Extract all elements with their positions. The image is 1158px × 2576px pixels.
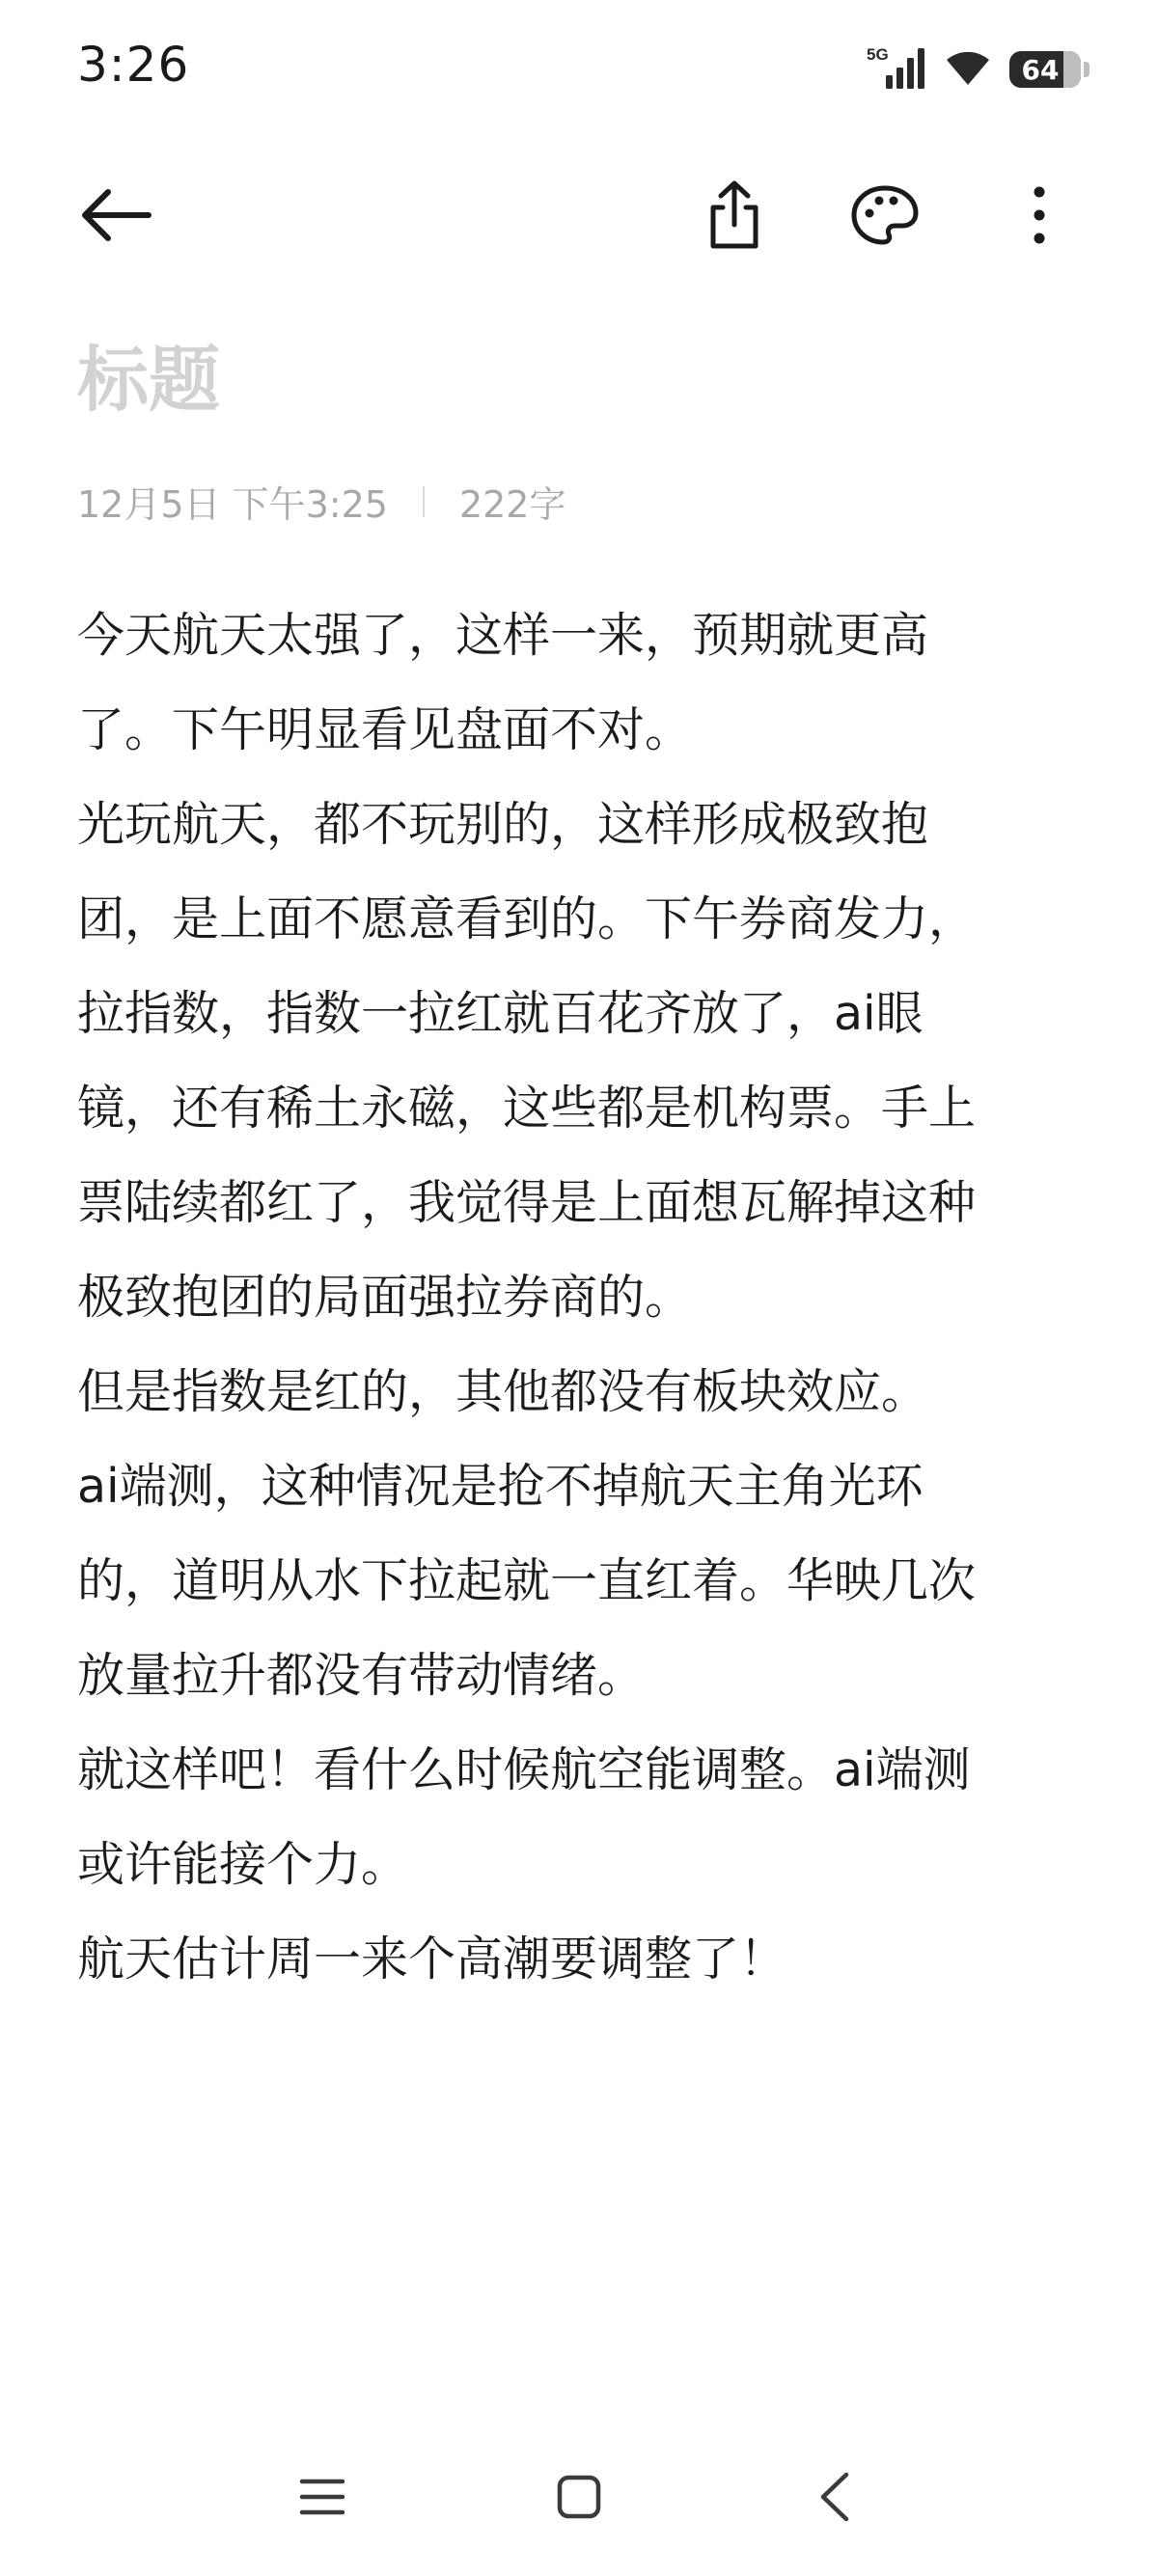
note-word-count: 222字 [458,483,566,526]
note-meta [77,475,565,528]
status-bar [0,0,1158,145]
meta-divider [423,486,425,517]
note-line: 今天航天太强了，这样一来，预期就更高 [77,608,929,663]
back-button[interactable] [72,174,159,260]
note-line: 或许能接个力。 [77,1837,409,1892]
more-options-button[interactable] [996,174,1083,260]
note-body[interactable] [77,589,1062,2007]
signal-icon [867,44,926,95]
note-line: ai端测，这种情况是抢不掉航天主角光环 [77,1459,924,1514]
more-vertical-icon [1032,184,1047,250]
system-nav-bar [0,2441,1158,2557]
battery-icon [1009,51,1081,88]
note-line: 但是指数是红的，其他都没有板块效应。 [77,1364,929,1419]
network-label: 5G [867,45,889,64]
back-icon [817,2471,852,2527]
note-line: 团，是上面不愿意看到的。下午券商发力， [77,891,977,946]
note-line: 航天估计周一来个高潮要调整了！ [77,1932,787,1987]
note-date: 12月5日 下午3:25 [77,483,388,526]
system-back-button[interactable] [786,2451,883,2547]
note-line: 拉指数，指数一拉红就百花齐放了，ai眼 [77,986,924,1041]
palette-icon [850,184,920,250]
note-line: 极致抱团的局面强拉券商的。 [77,1270,693,1325]
battery-level: 64 [1021,53,1060,86]
share-icon [703,178,765,256]
wifi-icon [944,48,992,91]
note-toolbar [0,164,1158,270]
note-title-field[interactable]: 标题 [77,339,220,422]
back-arrow-icon [79,188,152,246]
note-line: 的，道明从水下拉起就一直红着。华映几次 [77,1553,977,1608]
theme-button[interactable] [841,174,928,260]
note-line: 光玩航天，都不玩别的，这样形成极致抱 [77,797,929,852]
status-icons [867,42,1081,96]
home-button[interactable] [531,2451,627,2547]
note-line: 放量拉升都没有带动情绪。 [77,1648,646,1703]
menu-icon [298,2476,346,2522]
note-line: 了。下午明显看见盘面不对。 [77,702,693,757]
note-line: 镜，还有稀土永磁，这些都是机构票。手上 [77,1081,977,1136]
note-line: 票陆续都红了，我觉得是上面想瓦解掉这种 [77,1175,977,1230]
home-icon [556,2474,602,2524]
note-line: 就这样吧！看什么时候航空能调整。ai端测 [77,1742,971,1797]
share-button[interactable] [691,174,778,260]
recents-button[interactable] [274,2451,371,2547]
status-time: 3:26 [77,37,190,93]
